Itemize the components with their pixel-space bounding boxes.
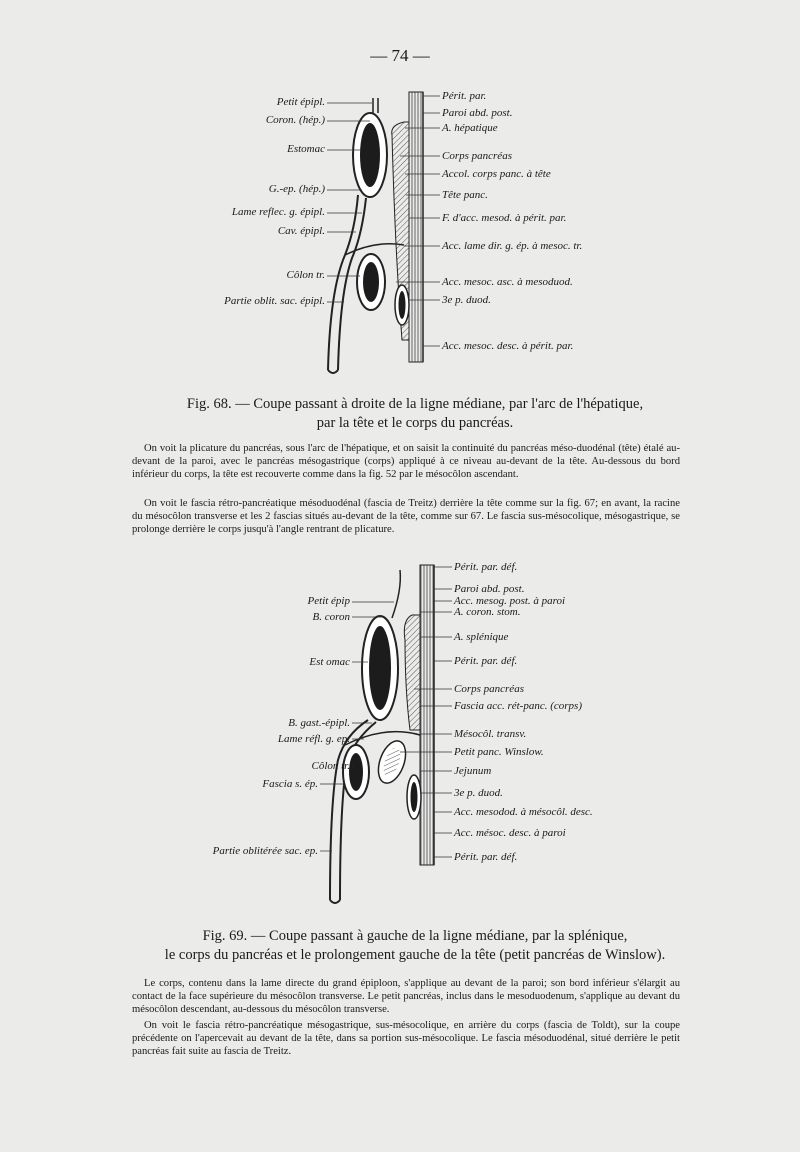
fig69-label-corps-pancreas: Corps pancréas: [454, 683, 524, 695]
fig69-label-perit-par-def-1: Périt. par. déf.: [454, 561, 518, 573]
fig69-label-a-splenique: A. splénique: [454, 631, 509, 643]
fig68-label-tete-panc: Tête panc.: [442, 189, 488, 201]
fig68-label-acc-lame-dir: Acc. lame dir. g. ép. à mesoc. tr.: [442, 240, 583, 252]
fig68-label-partie-oblit: Partie oblit. sac. épipl.: [224, 295, 325, 307]
fig69-label-perit-par-def-2: Périt. par. déf.: [454, 655, 518, 667]
fig68-label-cav-epipl: Cav. épipl.: [277, 225, 325, 237]
fig69-label-lame-refl: Lame réfl. g. ep.: [277, 733, 350, 745]
fig69-label-b-gast-epipl: B. gast.-épipl.: [288, 717, 350, 729]
fig69-label-fascia-s-ep: Fascia s. ép.: [262, 778, 318, 790]
fig68-label-g-ep-hep: G.-ep. (hép.): [268, 183, 325, 195]
fig69-caption-line2: le corps du pancréas et le prolongement gauche de la tête (petit pancréas de Winslow).: [164, 947, 666, 963]
fig68-label-lame-reflec: Lame reflec. g. épipl.: [231, 206, 325, 218]
fig68-paragraph-1: On voit la plicature du pancréas, sous l'arc de l'hépatique, et on saisit la continuité du pancréas méso-duodénal (tête) étalé au-devant de la paroi, avec le pancréas mésogastrique (corps) appliqué à ce niveau au-devant de la tête. Au-dessous du bord inférieur du corps, la tête est recouverte comme dans la fig. 52 par le mésocôlon ascendant.: [132, 443, 680, 480]
fig68-label-f-acc-mesod: F. d'acc. mesod. à périt. par.: [442, 212, 567, 224]
fig68-label-coron-hep: Coron. (hép.): [265, 114, 325, 126]
fig69-label-petit-panc-winslow: Petit panc. Winslow.: [454, 746, 544, 758]
fig68-label-acc-mesoc-desc: Acc. mesoc. desc. à périt. par.: [442, 340, 574, 352]
fig69-label-a-coron-stom: A. coron. stom.: [454, 606, 521, 618]
fig69-label-colon-tr: Côlon tr.: [311, 760, 350, 772]
fig69-paragraph-2: On voit le fascia rétro-pancréatique mésogastrique, sus-mésocolique, en arrière du corps (fascia de Toldt), sur la coupe précédente on l'apercevait au devant de la tête, dans sa portion sus-mésocolique. Le fascia mésoduodénal, situé derrière le petit pancréas fait suite au fascia de Treitz.: [132, 1020, 680, 1057]
fig68-label-estomac: Estomac: [287, 143, 325, 155]
fig68-label-acc-mesoc-asc: Acc. mesoc. asc. à mesoduod.: [442, 276, 573, 288]
fig69-label-paroi-abd: Paroi abd. post.: [454, 583, 525, 595]
fig69-label-acc-mesoc-desc: Acc. mésoc. desc. à paroi: [454, 827, 566, 839]
fig69-label-jejunum: Jejunum: [454, 765, 492, 777]
fig69-label-acc-mesog: Acc. mesog. post. à paroi: [454, 595, 566, 607]
fig68-caption-line1: Fig. 68. — Coupe passant à droite de la ligne médiane, par l'arc de l'hépatique,: [186, 396, 644, 412]
page-number: — 74 —: [370, 46, 430, 65]
fig68-paragraph-2: On voit le fascia rétro-pancréatique mésoduodénal (fascia de Treitz) derrière la tête comme sur la fig. 67; en avant, la racine du mésocôlon transverse et les 2 fascias situés au-devant de la tête, comme sur 67. Le fascia sus-mésocolique, mésogastrique, se prolonge derrière le corps jusqu'à l'angle rentrant de plicature.: [132, 498, 680, 535]
fig69-paragraph-1: Le corps, contenu dans la lame directe du grand épiploon, s'applique au devant de la paroi; son bord inférieur s'élargit au contact de la face supérieure du mésocôlon transverse. Le petit pancréas, inclus dans le mesoduodenum, s'applique au devant du mésocôlon descendant, au-dessous du mésocôlon transverse.: [132, 978, 680, 1015]
fig69-label-partie-obliteree: Partie oblitérée sac. ep.: [212, 845, 318, 857]
fig69-label-est-omac: Est omac: [309, 656, 350, 668]
fig69-label-3e-p-duod: 3e p. duod.: [454, 787, 503, 799]
fig68-label-corps-pancreas: Corps pancréas: [442, 150, 512, 162]
fig68-label-a-hepatique: A. hépatique: [442, 122, 498, 134]
fig69-label-b-coron: B. coron: [312, 611, 350, 623]
fig69-label-mesocol-transv: Mésocôl. transv.: [454, 728, 527, 740]
fig68-caption-line2: par la tête et le corps du pancréas.: [316, 415, 514, 431]
fig68-label-petit-epipl: Petit épipl.: [276, 96, 325, 108]
fig69-label-perit-par-def-3: Périt. par. déf.: [454, 851, 518, 863]
fig68-label-perit-par: Périt. par.: [442, 90, 487, 102]
fig68-label-colon-tr: Côlon tr.: [286, 269, 325, 281]
fig69-caption-line1: Fig. 69. — Coupe passant à gauche de la ligne médiane, par la splénique,: [202, 928, 628, 944]
fig69-label-petit-epip: Petit épip: [307, 595, 350, 607]
fig69-label-acc-mesodod: Acc. mesodod. à mésocôl. desc.: [454, 806, 593, 818]
fig68-label-paroi-abd: Paroi abd. post.: [442, 107, 513, 119]
fig68-label-accol-corps: Accol. corps panc. à tête: [442, 168, 551, 180]
fig68-label-3e-p-duod: 3e p. duod.: [442, 294, 491, 306]
fig69-label-fascia-acc: Fascia acc. rét-panc. (corps): [454, 700, 582, 712]
